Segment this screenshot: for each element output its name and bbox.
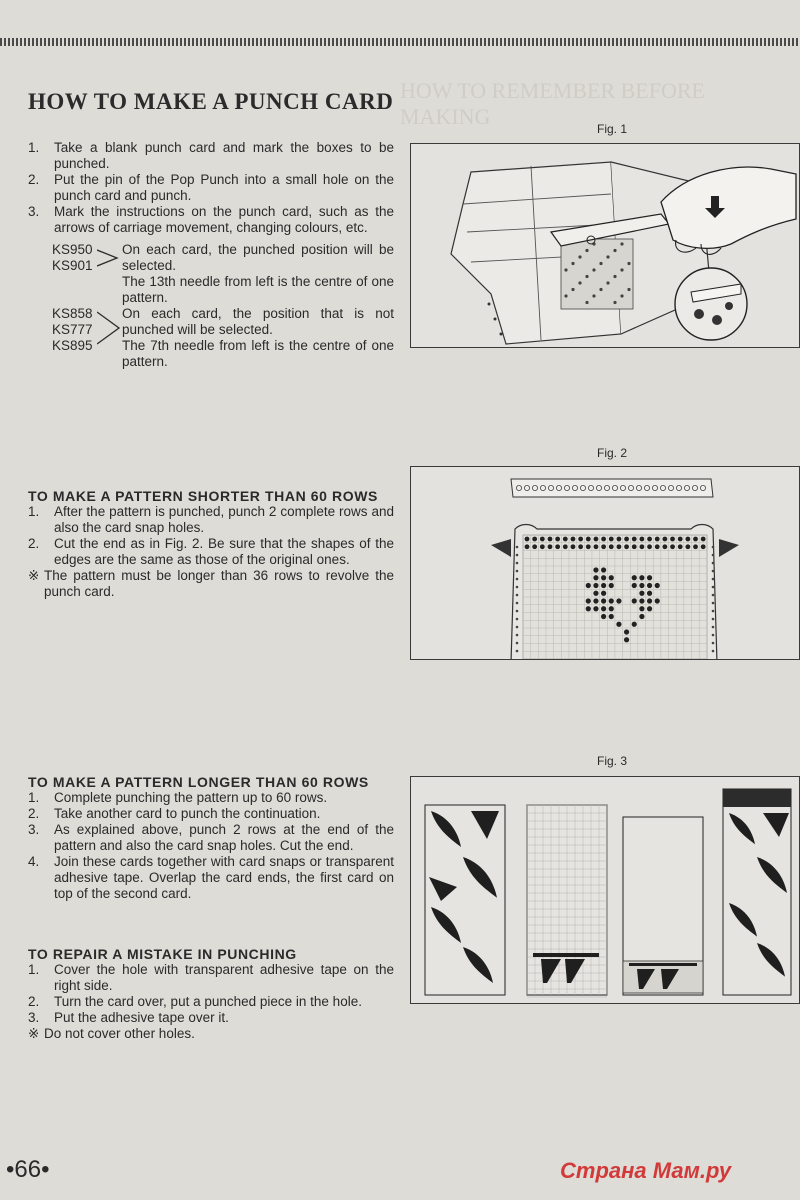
note-mark-icon: ※ bbox=[28, 568, 40, 583]
illustration-mark bbox=[516, 610, 519, 613]
illustration-mark bbox=[516, 570, 519, 573]
illustration-mark bbox=[712, 586, 715, 589]
illustration-mark bbox=[601, 583, 606, 588]
illustration-mark bbox=[593, 598, 598, 603]
illustration-mark bbox=[639, 598, 644, 603]
illustration-mark bbox=[516, 594, 519, 597]
illustration-mark bbox=[647, 606, 652, 611]
illustration-mark bbox=[620, 268, 623, 271]
illustration-mark bbox=[632, 537, 637, 542]
illustration-mark bbox=[620, 242, 623, 245]
step-number: 2. bbox=[28, 806, 40, 821]
longer-section bbox=[28, 774, 394, 902]
illustration-mark bbox=[599, 288, 602, 291]
top-dotted-band bbox=[0, 38, 800, 46]
illustration-mark bbox=[516, 546, 519, 549]
illustration-mark bbox=[693, 544, 698, 549]
illustration-mark bbox=[601, 567, 606, 572]
illustration-mark bbox=[594, 537, 599, 542]
illustration-mark bbox=[647, 575, 652, 580]
step-number: 3. bbox=[28, 204, 40, 219]
illustration-mark bbox=[586, 544, 591, 549]
illustration-mark bbox=[601, 537, 606, 542]
illustration-mark bbox=[685, 544, 690, 549]
list-item bbox=[28, 1010, 394, 1026]
shorter-note bbox=[28, 568, 394, 600]
bracket-arrow-icon bbox=[97, 247, 121, 269]
illustration-mark bbox=[647, 544, 652, 549]
illustration-mark bbox=[516, 562, 519, 565]
shorter-steps-list bbox=[28, 504, 394, 568]
illustration-mark bbox=[586, 537, 591, 542]
illustration-mark bbox=[678, 544, 683, 549]
illustration-mark bbox=[571, 544, 576, 549]
illustration-mark bbox=[640, 537, 645, 542]
illustration-mark bbox=[578, 281, 581, 284]
step-text: As explained above, punch 2 rows at the end of the pattern and also the card snap holes. Cut the end. bbox=[54, 822, 394, 853]
illustration-mark bbox=[632, 575, 637, 580]
list-item bbox=[28, 790, 394, 806]
group2-selection-text: On each card, the position that is not punched will be selected. bbox=[122, 306, 394, 337]
step-number: 1. bbox=[28, 504, 40, 519]
step-text: Mark the instructions on the punch card, such as the arrows of carriage movement, changing colours, etc. bbox=[54, 204, 394, 235]
illustration-mark bbox=[578, 544, 583, 549]
illustration-mark bbox=[632, 598, 637, 603]
illustration-mark bbox=[712, 650, 715, 653]
illustration-mark bbox=[662, 544, 667, 549]
illustration-mark bbox=[555, 537, 560, 542]
shorter-section bbox=[28, 488, 394, 600]
illustration-mark bbox=[609, 598, 614, 603]
intro-section bbox=[28, 140, 394, 368]
page-number: •66• bbox=[6, 1156, 50, 1183]
repair-note-text: Do not cover other holes. bbox=[44, 1026, 195, 1041]
illustration-mark bbox=[613, 275, 616, 278]
illustration-mark bbox=[563, 544, 568, 549]
model-label: KS950 bbox=[52, 242, 93, 257]
step-text: Cover the hole with transparent adhesive tape on the right side. bbox=[54, 962, 394, 993]
list-item bbox=[28, 504, 394, 536]
step-text: Take a blank punch card and mark the boxes to be punched. bbox=[54, 140, 394, 171]
illustration-mark bbox=[571, 262, 574, 265]
illustration-mark bbox=[525, 544, 530, 549]
illustration-mark bbox=[578, 255, 581, 258]
bracket-arrow-icon bbox=[97, 310, 121, 346]
repair-heading: TO REPAIR A MISTAKE IN PUNCHING bbox=[28, 946, 297, 962]
illustration-mark bbox=[516, 586, 519, 589]
list-item bbox=[28, 962, 394, 994]
group1-selection-text: On each card, the punched position will be selected. bbox=[122, 242, 394, 273]
illustration-mark bbox=[620, 294, 623, 297]
step-number: 1. bbox=[28, 790, 40, 805]
illustration-mark bbox=[601, 598, 606, 603]
illustration-mark bbox=[516, 626, 519, 629]
illustration-mark bbox=[593, 606, 598, 611]
step-text: Complete punching the pattern up to 60 rows. bbox=[54, 790, 328, 805]
illustration-mark bbox=[555, 544, 560, 549]
repair-steps-list bbox=[28, 962, 394, 1026]
list-item bbox=[28, 204, 394, 236]
intro-steps-list bbox=[28, 140, 394, 236]
illustration-mark bbox=[624, 637, 629, 642]
illustration-mark bbox=[601, 575, 606, 580]
illustration-mark bbox=[593, 567, 598, 572]
illustration-mark bbox=[601, 544, 606, 549]
illustration-mark bbox=[609, 606, 614, 611]
illustration-mark bbox=[616, 598, 621, 603]
illustration-mark bbox=[525, 537, 530, 542]
site-watermark: Страна Мам.ру bbox=[560, 1158, 732, 1183]
model-label: KS895 bbox=[52, 338, 93, 353]
illustration-mark bbox=[617, 537, 622, 542]
illustration-mark bbox=[712, 546, 715, 549]
illustration-mark bbox=[712, 634, 715, 637]
step-number: 1. bbox=[28, 140, 40, 155]
illustration-mark bbox=[693, 537, 698, 542]
ks-group-1 bbox=[28, 242, 394, 304]
illustration-mark bbox=[592, 268, 595, 271]
illustration-mark bbox=[712, 570, 715, 573]
illustration-mark bbox=[655, 583, 660, 588]
step-text: Take another card to punch the continuation. bbox=[54, 806, 321, 821]
shorter-note-text: The pattern must be longer than 36 rows to revolve the punch card. bbox=[44, 568, 394, 599]
illustration-mark bbox=[617, 544, 622, 549]
step-number: 1. bbox=[28, 962, 40, 977]
list-item bbox=[28, 172, 394, 204]
illustration-mark bbox=[571, 537, 576, 542]
list-item bbox=[28, 806, 394, 822]
illustration-mark bbox=[586, 606, 591, 611]
illustration-mark bbox=[606, 281, 609, 284]
illustration-mark bbox=[516, 642, 519, 645]
illustration-mark bbox=[564, 294, 567, 297]
illustration-mark bbox=[616, 622, 621, 627]
illustration-mark bbox=[594, 544, 599, 549]
illustration-mark bbox=[606, 255, 609, 258]
group2-centre-note: The 7th needle from left is the centre of one pattern. bbox=[122, 338, 394, 369]
illustration-mark bbox=[586, 583, 591, 588]
illustration-mark bbox=[516, 634, 519, 637]
illustration-mark bbox=[627, 262, 630, 265]
illustration-mark bbox=[593, 575, 598, 580]
illustration-mark bbox=[571, 288, 574, 291]
illustration-mark bbox=[609, 537, 614, 542]
illustration-mark bbox=[624, 629, 629, 634]
illustration-mark bbox=[712, 610, 715, 613]
illustration-mark bbox=[593, 591, 598, 596]
illustration-mark bbox=[712, 642, 715, 645]
page-title: HOW TO MAKE A PUNCH CARD bbox=[28, 89, 394, 115]
step-number: 4. bbox=[28, 854, 40, 869]
illustration-mark bbox=[540, 544, 545, 549]
illustration-mark bbox=[712, 618, 715, 621]
illustration-mark bbox=[609, 583, 614, 588]
model-label: KS858 bbox=[52, 306, 93, 321]
repair-section bbox=[28, 946, 394, 1042]
illustration-mark bbox=[655, 544, 660, 549]
illustration-mark bbox=[712, 562, 715, 565]
illustration-mark bbox=[592, 294, 595, 297]
illustration-mark bbox=[593, 583, 598, 588]
step-text: After the pattern is punched, punch 2 complete rows and also the card snap holes. bbox=[54, 504, 394, 535]
illustration-mark bbox=[639, 591, 644, 596]
illustration-mark bbox=[516, 618, 519, 621]
list-item bbox=[28, 822, 394, 854]
illustration-mark bbox=[540, 537, 545, 542]
illustration-mark bbox=[564, 268, 567, 271]
illustration-mark bbox=[712, 594, 715, 597]
illustration-mark bbox=[647, 537, 652, 542]
illustration-mark bbox=[632, 583, 637, 588]
illustration-mark bbox=[670, 544, 675, 549]
shorter-heading: TO MAKE A PATTERN SHORTER THAN 60 ROWS bbox=[28, 488, 378, 504]
fig1-illustration bbox=[410, 143, 800, 348]
illustration-mark bbox=[639, 575, 644, 580]
illustration-mark bbox=[516, 554, 519, 557]
step-number: 3. bbox=[28, 1010, 40, 1025]
list-item bbox=[28, 994, 394, 1010]
step-text: Put the pin of the Pop Punch into a small hole on the punch card and punch. bbox=[54, 172, 394, 203]
illustration-mark bbox=[701, 537, 706, 542]
illustration-mark bbox=[624, 537, 629, 542]
ks-group-2 bbox=[28, 306, 394, 368]
fig3-illustration bbox=[410, 776, 800, 1004]
ks-group-2-text bbox=[122, 306, 394, 370]
model-label: KS777 bbox=[52, 322, 93, 337]
illustration-mark bbox=[647, 591, 652, 596]
illustration-mark bbox=[601, 614, 606, 619]
illustration-mark bbox=[712, 602, 715, 605]
illustration-mark bbox=[701, 544, 706, 549]
list-item bbox=[28, 536, 394, 568]
illustration-mark bbox=[647, 583, 652, 588]
longer-heading: TO MAKE A PATTERN LONGER THAN 60 ROWS bbox=[28, 774, 369, 790]
illustration-mark bbox=[516, 602, 519, 605]
punching-card-illustration bbox=[411, 144, 799, 347]
illustration-mark bbox=[624, 544, 629, 549]
illustration-mark bbox=[609, 544, 614, 549]
illustration-mark bbox=[585, 275, 588, 278]
cut-card-illustration bbox=[411, 467, 799, 659]
illustration-mark bbox=[639, 583, 644, 588]
fig2-illustration bbox=[410, 466, 800, 660]
illustration-mark bbox=[548, 544, 553, 549]
longer-steps-list bbox=[28, 790, 394, 902]
fig3-label: Fig. 3 bbox=[597, 754, 628, 768]
step-number: 2. bbox=[28, 994, 40, 1009]
illustration-mark bbox=[516, 578, 519, 581]
illustration-mark bbox=[586, 598, 591, 603]
illustration-mark bbox=[678, 537, 683, 542]
show-through-text: HOW TO REMEMBER BEFORE MAKING bbox=[400, 78, 705, 129]
illustration-mark bbox=[670, 537, 675, 542]
illustration-mark bbox=[655, 598, 660, 603]
step-number: 2. bbox=[28, 536, 40, 551]
list-item bbox=[28, 140, 394, 172]
illustration-mark bbox=[662, 537, 667, 542]
illustration-mark bbox=[563, 537, 568, 542]
illustration-mark bbox=[639, 614, 644, 619]
illustration-mark bbox=[609, 575, 614, 580]
illustration-mark bbox=[601, 606, 606, 611]
step-text: Put the adhesive tape over it. bbox=[54, 1010, 229, 1025]
illustration-mark bbox=[516, 650, 519, 653]
illustration-mark bbox=[613, 301, 616, 304]
note-mark-icon: ※ bbox=[28, 1026, 40, 1041]
illustration-mark bbox=[532, 537, 537, 542]
group1-centre-note: The 13th needle from left is the centre of one pattern. bbox=[122, 274, 394, 305]
ks-group-1-text bbox=[122, 242, 394, 306]
illustration-mark bbox=[712, 626, 715, 629]
illustration-mark bbox=[655, 537, 660, 542]
model-label: KS901 bbox=[52, 258, 93, 273]
card-joining-illustration bbox=[411, 777, 799, 1003]
step-number: 2. bbox=[28, 172, 40, 187]
repair-note bbox=[28, 1026, 394, 1042]
illustration-mark bbox=[585, 301, 588, 304]
step-text: Cut the end as in Fig. 2. Be sure that the shapes of the edges are the same as those of the original ones. bbox=[54, 536, 394, 567]
illustration-mark bbox=[647, 598, 652, 603]
illustration-mark bbox=[627, 288, 630, 291]
illustration-mark bbox=[712, 554, 715, 557]
fig2-label: Fig. 2 bbox=[597, 446, 628, 460]
list-item bbox=[28, 854, 394, 902]
step-text: Join these cards together with card snaps or transparent adhesive tape. Overlap the card ends, the first card on top of the second card. bbox=[54, 854, 394, 901]
illustration-mark bbox=[532, 544, 537, 549]
illustration-mark bbox=[685, 537, 690, 542]
illustration-mark bbox=[609, 614, 614, 619]
illustration-mark bbox=[639, 606, 644, 611]
illustration-mark bbox=[632, 544, 637, 549]
illustration-mark bbox=[601, 591, 606, 596]
illustration-mark bbox=[712, 578, 715, 581]
illustration-mark bbox=[613, 249, 616, 252]
illustration-mark bbox=[640, 544, 645, 549]
fig1-label: Fig. 1 bbox=[597, 122, 628, 136]
illustration-mark bbox=[632, 622, 637, 627]
illustration-mark bbox=[599, 262, 602, 265]
step-number: 3. bbox=[28, 822, 40, 837]
illustration-mark bbox=[578, 537, 583, 542]
illustration-mark bbox=[585, 249, 588, 252]
illustration-mark bbox=[548, 537, 553, 542]
step-text: Turn the card over, put a punched piece in the hole. bbox=[54, 994, 362, 1009]
